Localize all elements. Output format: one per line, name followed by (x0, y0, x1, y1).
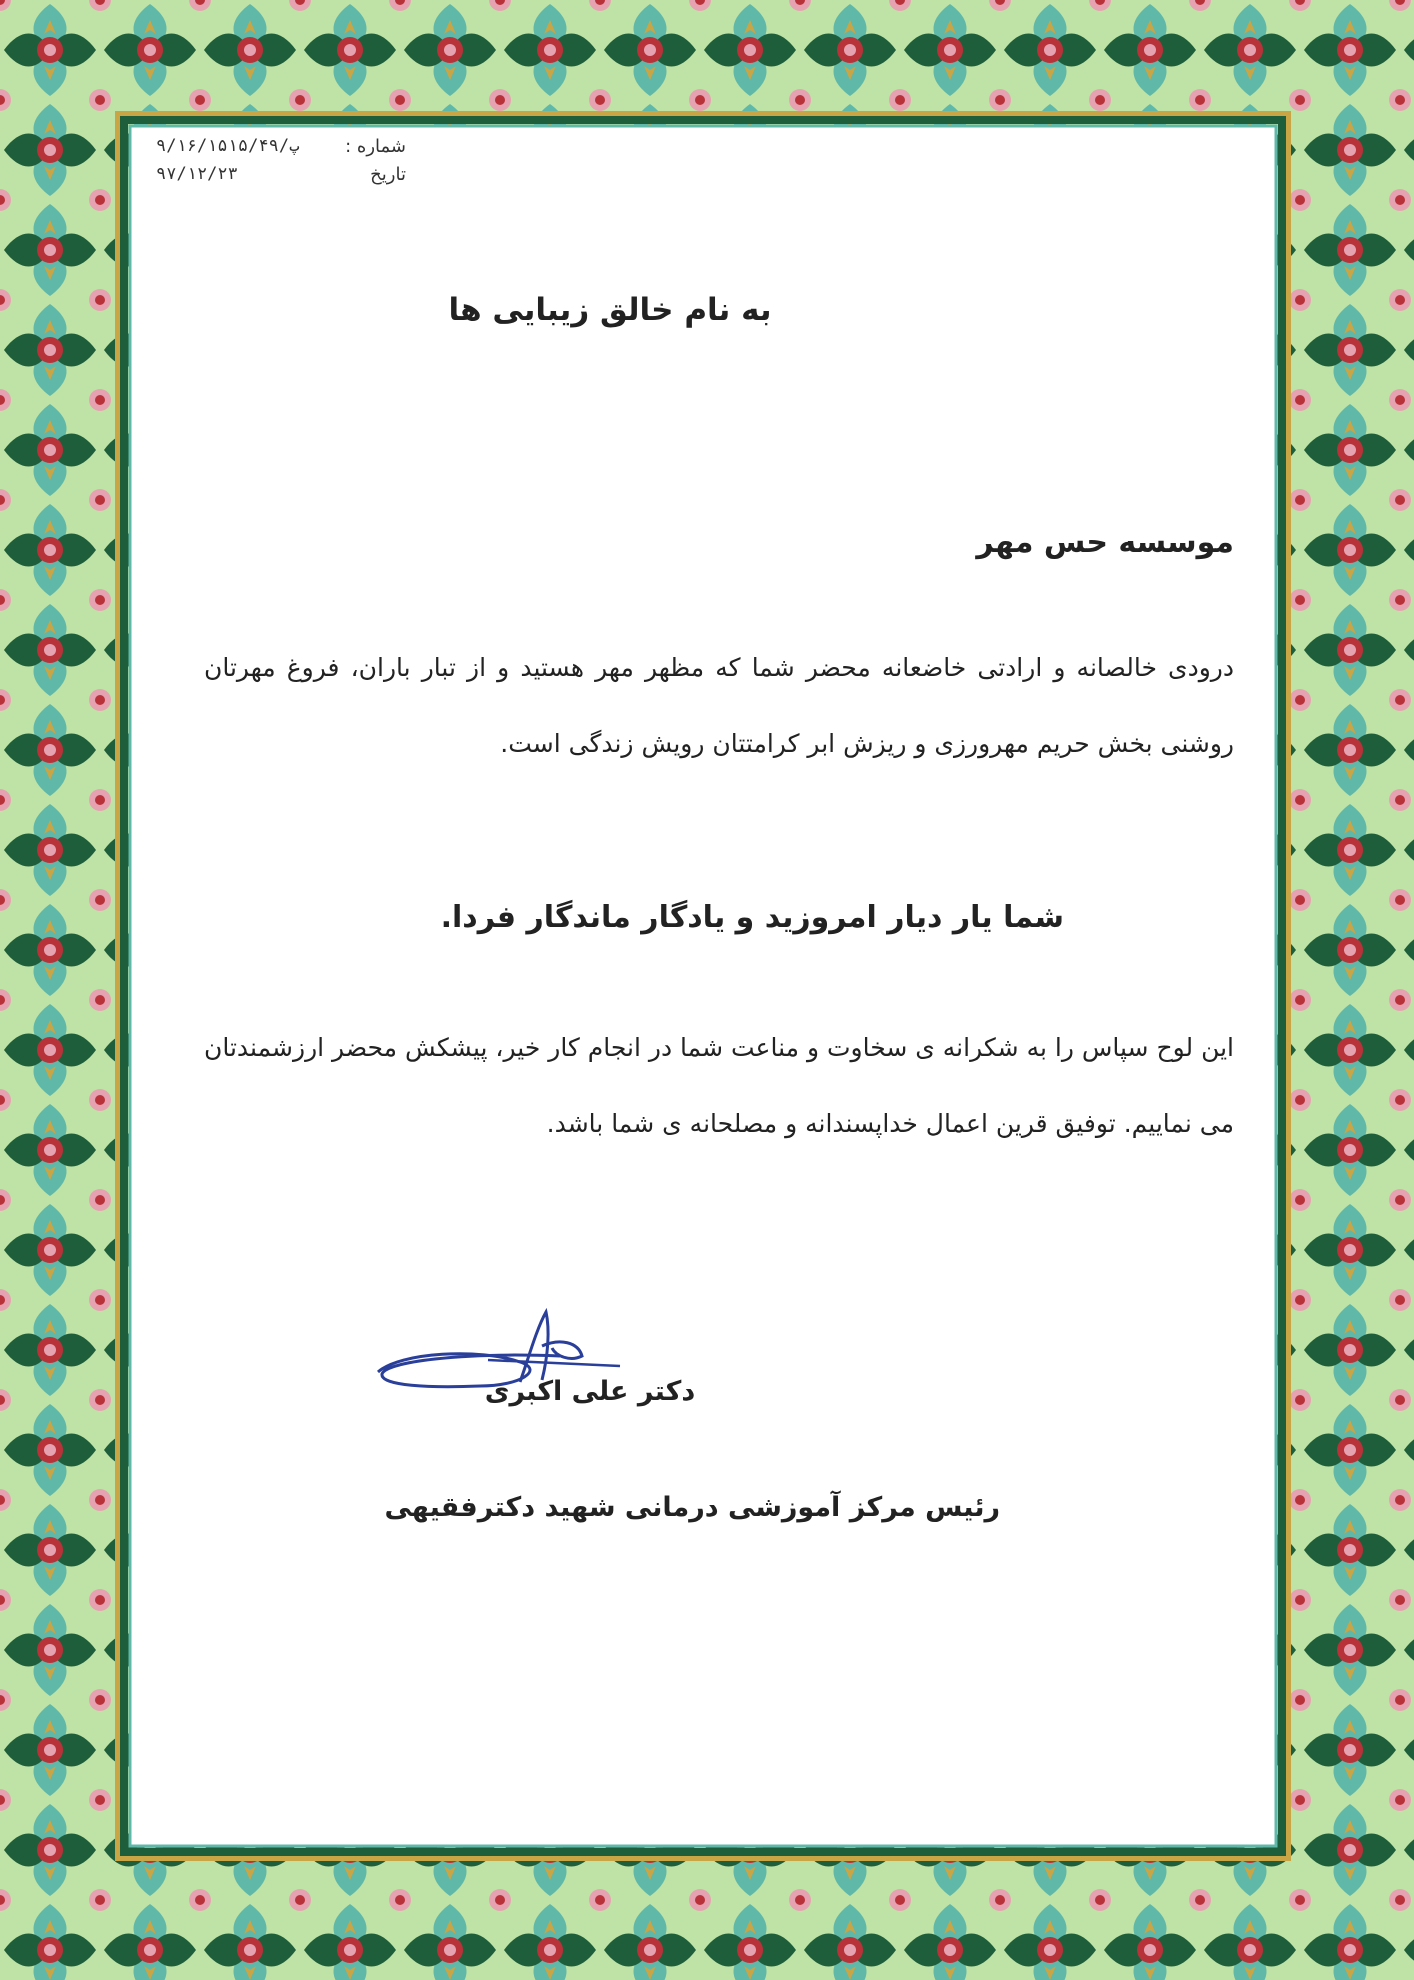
tribute-line: شما یار دیار امروزید و یادگار ماندگار فردا. (440, 900, 1064, 935)
reference-date-row (156, 160, 406, 188)
signer-name: دکتر علی اکبری (484, 1376, 696, 1407)
recipient-name: موسسه حس مهر (976, 525, 1234, 560)
signer-title: رئیس مرکز آموزشی درمانی شهید دکترفقیهی (384, 1492, 1000, 1523)
reference-block (156, 132, 406, 188)
appreciation-paragraph: این لوح سپاس را به شکرانه ی سخاوت و مناعت شما در انجام کار خیر، پیشکش محضر ارزشمندتان می نماییم. توفیق قرین اعمال خداپسندانه و مصلحانه ی شما باشد. (204, 1033, 1234, 1138)
number-value: ۹/۱۶/۱۵۱۵/۴۹/پ (156, 136, 300, 156)
certificate-paper (132, 128, 1274, 1844)
opening-invocation: به نام خالق زیبایی ها (448, 292, 772, 328)
number-label: شماره : (345, 135, 406, 157)
date-label: تاریخ (370, 163, 406, 185)
reference-number-row (156, 132, 406, 160)
greeting-paragraph: درودی خالصانه و ارادتی خاضعانه محضر شما که مظهر مهر هستید و از تبار باران، فروغ مهرتان روشنی بخش حریم مهرورزی و ریزش ابر کرامتتان رویش زندگی است. (204, 653, 1234, 758)
date-value: ۹۷/۱۲/۲۳ (156, 164, 238, 184)
